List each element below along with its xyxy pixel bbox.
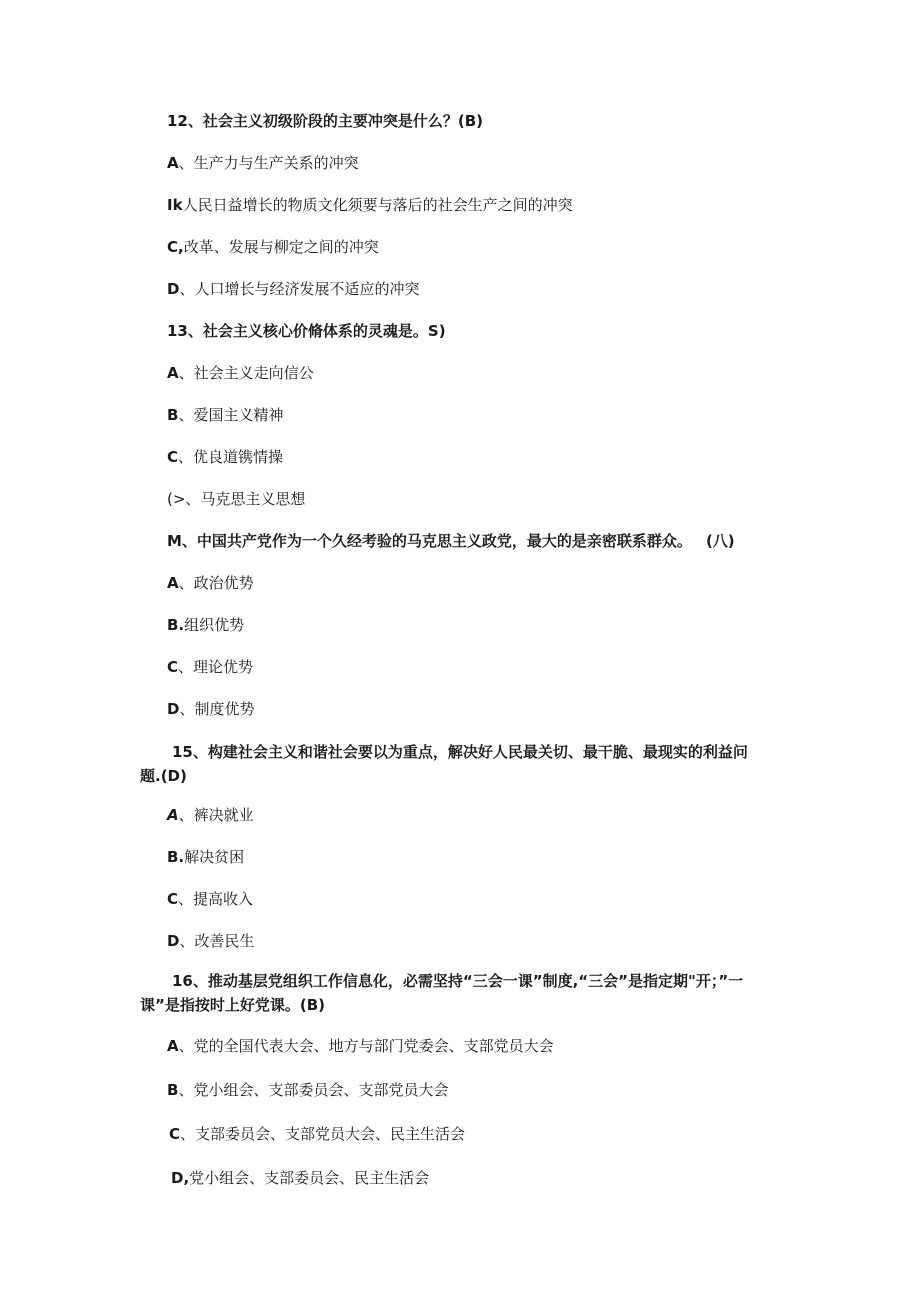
question-15-option-c: C、提高收入 [167, 890, 254, 908]
question-12-stem: 12、社会主义初级阶段的主要冲突是什么？(B) [167, 112, 484, 130]
question-14-option-c: C、理论优势 [167, 658, 254, 676]
question-12-option-c: C,改革、发展与柳定之间的冲突 [167, 238, 379, 256]
question-15-option-b: B.解决贫困 [167, 848, 245, 866]
question-13-option-a: A、社会主义走向信公 [167, 364, 314, 382]
question-13-option-b: B、爱国主义精神 [167, 406, 284, 424]
question-13-option-d: (>、马克思主义思想 [167, 490, 306, 508]
question-14-stem: M、中国共产党作为一个久经考验的马克思主义政党，最大的是亲密联系群众。 (八) [167, 532, 735, 550]
question-15-option-d: D、改善民生 [167, 932, 255, 950]
question-16-option-d: D,党小组会、支部委员会、民主生活会 [171, 1169, 430, 1187]
question-16-option-c: C、支部委员会、支部党员大会、民主生活会 [169, 1125, 466, 1143]
question-16-option-a: A、党的全国代表大会、地方与部门党委会、支部党员大会 [167, 1037, 554, 1055]
question-12-option-d: D、人口增长与经济发展不适应的冲突 [167, 280, 420, 298]
question-16-option-b: B、党小组会、支部委员会、支部党员大会 [167, 1081, 449, 1099]
question-14-option-b: B.组织优势 [167, 616, 245, 634]
question-13-option-c: C、优良道镌情操 [167, 448, 284, 466]
question-12-option-b: Ik人民日益增长的物质文化须要与落后的社会生产之间的冲突 [167, 196, 573, 214]
question-14-option-a: A、政治优势 [167, 574, 254, 592]
question-16-stem: 16、推动基层党组织工作信息化，必需坚持“三会一课”制度,“三会”是指定期"开；”一课”是指按时上好党课。(B) [140, 972, 744, 1014]
question-15-stem: 15、构建社会主义和谐社会要以为重点，解决好人民最关切、最干脆、最现实的利益问题.(D) [140, 743, 748, 785]
question-15-option-a: A、裤决就业 [167, 806, 254, 824]
question-13-stem: 13、社会主义核心价脩体系的灵魂是。S) [167, 322, 446, 340]
question-12-option-a: A、生产力与生产关系的冲突 [167, 154, 359, 172]
question-14-option-d: D、制度优势 [167, 700, 255, 718]
